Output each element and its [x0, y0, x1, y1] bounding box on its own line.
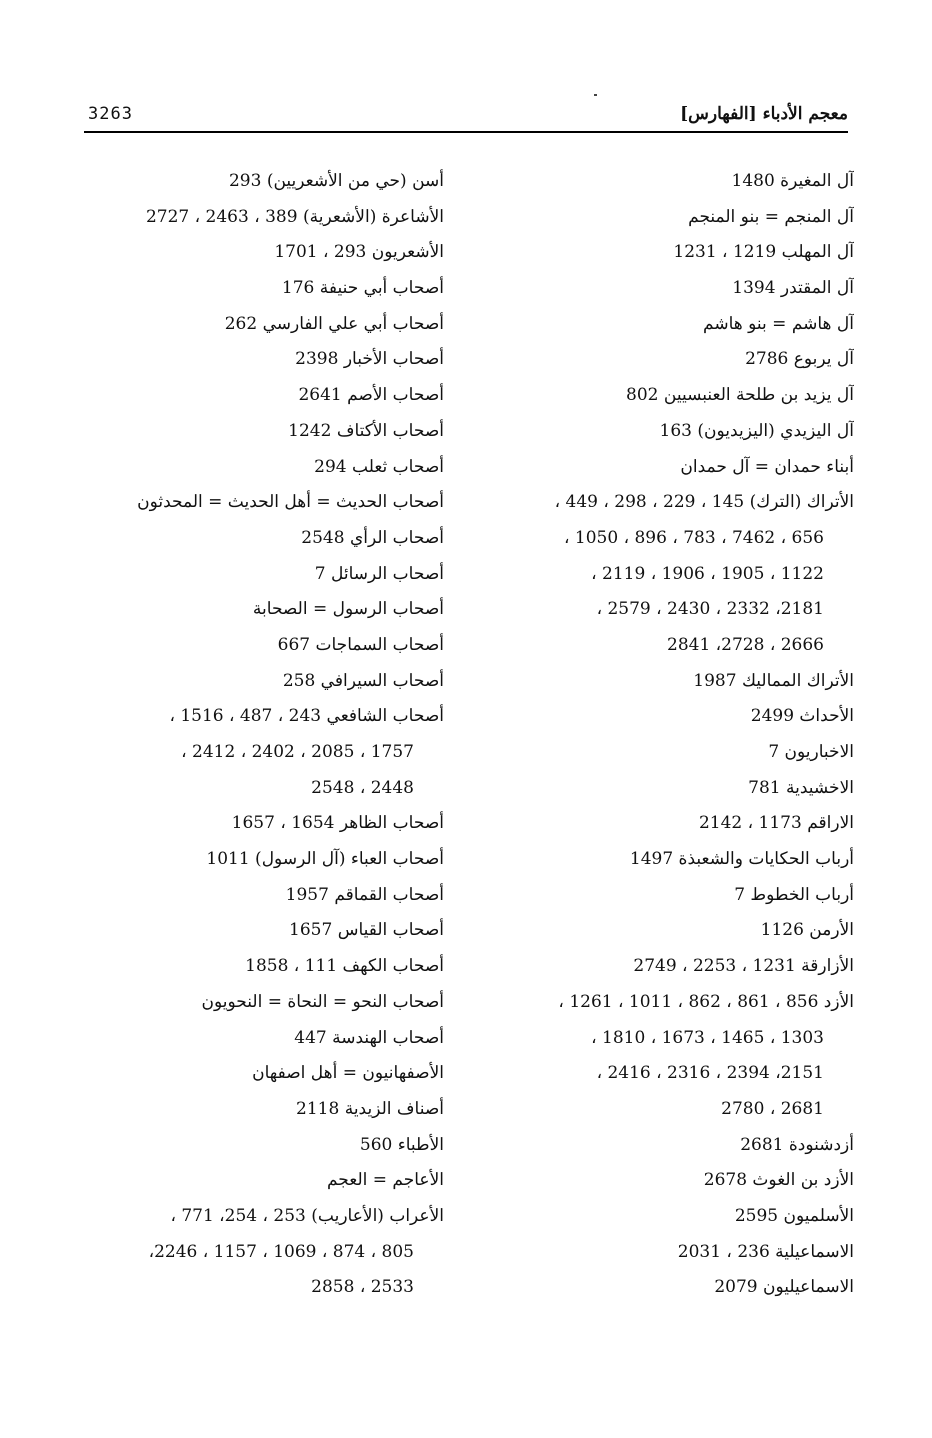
index-entry-continuation: 1757 ، 2085 ، 2402 ، 2412 ،: [181, 742, 414, 762]
index-entry: أصحاب الأصم 2641: [298, 385, 444, 406]
index-entry-continuation: 805 ، 874 ، 1069 ، 1157 ، 2246،: [148, 1241, 414, 1262]
index-entry: أصحاب الرسائل 7: [314, 563, 444, 584]
index-entry: الأعاجم = العجم: [326, 1170, 444, 1191]
index-entry: الأعراب (الأعاريب) 253 ، 254، 771 ،: [170, 1205, 444, 1226]
index-entry-continuation: 2533 ، 2858: [311, 1277, 414, 1298]
index-entry: الاسماعيليون 2079: [714, 1277, 854, 1298]
index-entry: آل المقتدر 1394: [732, 278, 854, 299]
index-entry-continuation: 1303 ، 1465 ، 1673 ، 1810 ،: [591, 1027, 824, 1048]
index-entry: أصحاب الرأي 2548: [301, 527, 444, 548]
index-entry: أصحاب القياس 1657: [289, 920, 444, 941]
index-entry: آل هاشم = بنو هاشم: [703, 313, 854, 334]
index-entry: الأسلميون 2595: [734, 1205, 854, 1226]
index-entry-continuation: 2181، 2332 ، 2430 ، 2579 ،: [596, 599, 824, 620]
index-entry: الاخشيدية 781: [748, 777, 854, 798]
index-entry: الأطباء 560: [359, 1134, 444, 1155]
index-entry: آل يزيد بن طلحة العنبسيين 802: [626, 385, 854, 406]
index-entry: الأشعريون 293 ، 1701: [274, 242, 444, 263]
page-number: 3263: [88, 104, 133, 124]
index-entry: الأحداث 2499: [750, 706, 854, 727]
header-rule: [84, 131, 848, 133]
index-entry: أصحاب أبي علي الفارسي 262: [224, 313, 444, 334]
index-entry: الأصفهانيون = أهل اصفهان: [252, 1063, 444, 1084]
index-entry: آل المنجم = بنو المنجم: [688, 206, 854, 227]
index-column-left: [82, 164, 444, 1306]
index-entry: الاخباريون 7: [768, 742, 854, 762]
index-entry: أرباب الحكايات والشعبذة 1497: [629, 849, 854, 870]
index-entry: أصناف الزيدية 2118: [296, 1098, 444, 1119]
index-entry: الأتراك المماليك 1987: [693, 670, 854, 691]
index-entry: أصحاب ثعلب 294: [314, 456, 444, 477]
page-header: [84, 104, 848, 130]
index-entry: أصحاب السماجات 667: [277, 634, 444, 655]
index-entry: أصحاب الحديث = أهل الحديث = المحدثون: [137, 492, 444, 513]
index-entry: الأتراك (الترك) 145 ، 229 ، 298 ، 449 ،: [554, 492, 854, 513]
index-entry: أصحاب الهندسة 447: [294, 1027, 444, 1048]
index-entry-continuation: 656 ، 7462 ، 783 ، 896 ، 1050 ،: [564, 527, 824, 548]
index-entry: أصحاب الكهف 111 ، 1858: [245, 956, 444, 977]
index-entry-continuation: 2151، 2394 ، 2316 ، 2416 ،: [596, 1063, 824, 1084]
index-entry: أصحاب أبي حنيفة 176: [281, 278, 444, 299]
index-entry: آل يربوع 2786: [745, 349, 854, 370]
index-entry: أصحاب الشافعي 243 ، 487 ، 1516 ،: [169, 706, 444, 727]
index-entry: أصحاب الظاهر 1654 ، 1657: [231, 813, 444, 834]
index-entry: آل المهلب 1219 ، 1231: [673, 242, 854, 263]
speck-mark: [594, 94, 597, 96]
index-entry: آل اليزيدي (اليزيديون) 163: [659, 420, 854, 441]
index-column-right: [454, 164, 854, 1306]
index-entry: الأزد بن الغوث 2678: [703, 1170, 854, 1191]
index-entry: أسن (حي من الأشعريين) 293: [228, 171, 444, 191]
index-entry-continuation: 1122 ، 1905 ، 1906 ، 2119 ،: [591, 563, 824, 584]
index-entry: أبناء حمدان = آل حمدان: [680, 456, 854, 477]
running-title: معجم الأدباء [الفهارس]: [680, 104, 848, 124]
index-entry: آل المغيرة 1480: [731, 171, 854, 191]
index-entry: الاراقم 1173 ، 2142: [698, 813, 854, 834]
index-entry: أصحاب السيرافي 258: [282, 670, 444, 691]
index-entry: أصحاب النحو = النحاة = النحويون: [201, 991, 444, 1012]
index-entry-continuation: 2666 ، 2728، 2841: [667, 634, 824, 655]
index-entry: الاسماعيلية 236 ، 2031: [677, 1241, 854, 1262]
index-entry-continuation: 2681 ، 2780: [721, 1098, 824, 1119]
index-entry: الأرمن 1126: [760, 920, 854, 941]
index-entry: الأزارقة 1231 ، 2253 ، 2749: [633, 956, 854, 977]
index-entry: أصحاب الأخبار 2398: [295, 349, 444, 370]
index-entry: أزدشنودة 2681: [740, 1134, 854, 1155]
index-entry: أصحاب الأكتاف 1242: [288, 420, 444, 441]
index-entry-continuation: 2448 ، 2548: [311, 777, 414, 798]
index-entry: أصحاب الرسول = الصحابة: [252, 599, 444, 620]
index-entry: أصحاب القماقم 1957: [285, 884, 444, 905]
index-entry: أصحاب العباء (آل الرسول) 1011: [206, 849, 444, 870]
index-entry: الأشاعرة (الأشعرية) 389 ، 2463 ، 2727: [145, 206, 444, 227]
index-entry: الأزد 856 ، 861 ، 862 ، 1011 ، 1261 ،: [558, 991, 854, 1012]
index-entry: أرباب الخطوط 7: [734, 884, 854, 905]
